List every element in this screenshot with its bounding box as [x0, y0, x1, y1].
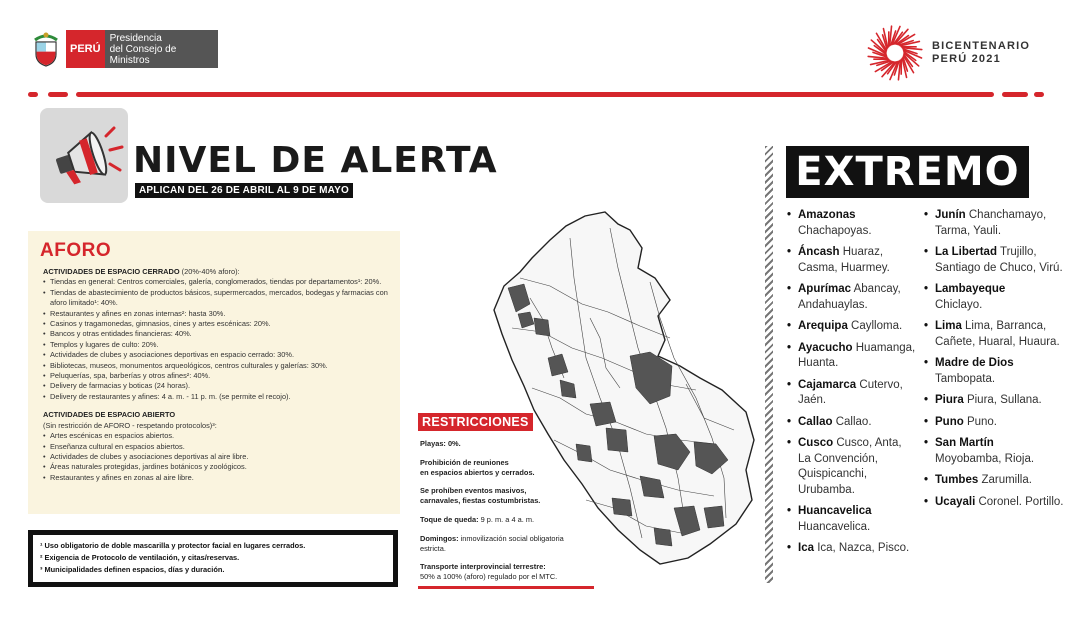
province-list: Zarumilla. [978, 474, 1032, 486]
footnote: ³ Municipalidades definen espacios, días y duración. [40, 565, 225, 574]
open-list [43, 431, 393, 483]
department-name: Madre de Dios [935, 357, 1014, 369]
department-name: Ayacucho [798, 341, 853, 354]
department-name: Lambayeque [935, 283, 1006, 295]
province-list: Trujillo, Santiago de Chuco, Virú. [935, 246, 1063, 274]
closed-range: (20%-40% aforo): [179, 267, 240, 276]
bicentenario-icon [866, 24, 924, 82]
list-item: • Restaurantes y afines en zonas internas²: hasta 30%. [43, 309, 393, 319]
list-item [787, 341, 917, 372]
bicentenario-text [932, 40, 1030, 66]
header-divider-dash [1002, 92, 1028, 97]
list-item [924, 473, 1064, 489]
extremo-region [606, 428, 628, 452]
list-item [787, 282, 917, 313]
list-item: • Artes escénicas en espacios abiertos. [43, 431, 393, 441]
department-name: Puno [935, 415, 964, 428]
list-item: • Actividades de clubes y asociaciones deportivas en espacio cerrado: 30%. [43, 350, 393, 360]
domingos-value: inmovilización social obligatoria estricta. [420, 533, 564, 553]
province-list: Huaraz, Casma, Huarmey. [798, 246, 890, 274]
list-item: • Delivery de restaurantes y afines: 4 a. m. - 11 p. m. (se permite el recojo). [43, 392, 393, 402]
list-item [924, 356, 1064, 387]
extremo-list-1 [787, 208, 917, 563]
department-name: Áncash [798, 246, 840, 258]
coat-of-arms-icon [30, 30, 62, 68]
header-divider-dash [48, 92, 68, 97]
province-list: Cusco, Anta, La Convención, Quispicanchi, Urubamba. [798, 437, 902, 496]
department-name: Piura [935, 394, 964, 406]
footnote: ² Exigencia de Protocolo de ventilación, y citas/reservas. [40, 553, 240, 562]
playas-label: Playas: 0%. [420, 439, 461, 448]
footnotes [40, 540, 305, 576]
province-list: Huamanga, Huanta. [798, 341, 916, 369]
reuniones-line-1: Prohibición de reuniones [420, 457, 509, 467]
list-item [924, 208, 1064, 239]
list-item: • Bibliotecas, museos, monumentos arqueológicos, centros culturales y galerías: 30%. [43, 361, 393, 371]
dashed-separator [765, 146, 773, 583]
pcm-line-2: del Consejo de Ministros [109, 43, 177, 66]
list-item: • Tiendas de abastecimiento de productos básicos, supermercados, mercados, bodegas y farmacias con aforo limitado¹: 40%. [43, 288, 393, 309]
department-name: San Martín [935, 437, 994, 449]
pcm-line-1: Presidencia [109, 32, 162, 44]
toque-value: 9 p. m. a 4 a. m. [478, 514, 535, 524]
province-list: Tambopata. [935, 372, 996, 385]
transporte-label: Transporte interprovincial terrestre: [420, 562, 546, 572]
closed-title: ACTIVIDADES DE ESPACIO CERRADO [43, 267, 180, 276]
list-item: • Templos y lugares de culto: 20%. [43, 340, 393, 350]
list-item [787, 245, 917, 276]
open-note: (Sin restricción de AFORO - respetando protocolos)³: [43, 420, 217, 430]
province-list: Cutervo, Jaén. [798, 378, 903, 406]
department-name: Callao [798, 415, 833, 428]
province-list: Piura, Sullana. [963, 394, 1042, 406]
list-item [924, 319, 1064, 350]
megaphone-icon [40, 108, 128, 203]
list-item [787, 319, 917, 335]
restricciones-underline [418, 586, 594, 589]
list-item: • Tiendas en general: Centros comerciales, galería, conglomerados, tiendas por departamentos¹: 20%. [43, 277, 393, 287]
department-name: Ica [798, 542, 814, 554]
list-item [924, 282, 1064, 313]
department-name: La Libertad [935, 246, 997, 258]
department-name: Ucayali [935, 495, 976, 508]
list-item [787, 436, 917, 498]
header-divider-dot [1034, 92, 1044, 97]
province-list: Lima, Barranca, Cañete, Huaral, Huaura. [935, 320, 1060, 348]
list-item [787, 378, 917, 409]
open-title: ACTIVIDADES DE ESPACIO ABIERTO [43, 410, 176, 420]
list-item: • Áreas naturales protegidas, jardines botánicos y zoológicos. [43, 462, 393, 472]
extremo-region [534, 318, 550, 336]
pcm-logo [30, 30, 218, 68]
province-list: Huancavelica. [798, 520, 871, 533]
list-item [787, 415, 917, 431]
list-item [924, 245, 1064, 276]
megaphone-box [40, 108, 128, 203]
list-item: • Delivery de farmacias y boticas (24 horas). [43, 381, 393, 391]
aforo-body [43, 267, 393, 483]
transporte-value: 50% a 100% (aforo) regulado por el MTC. [420, 572, 558, 582]
aforo-title: AFORO [40, 240, 112, 261]
toque-label: Toque de queda: [420, 514, 479, 524]
eventos-line-2: carnavales, fiestas costumbristas. [420, 496, 541, 506]
closed-list [43, 277, 393, 402]
header-divider-dot [28, 92, 38, 97]
extremo-region [576, 444, 592, 462]
province-list: Chiclayo. [935, 298, 983, 311]
pcm-name [105, 30, 218, 68]
extremo-list-2 [924, 208, 1064, 516]
list-item: • Enseñanza cultural en espacios abiertos. [43, 442, 393, 452]
list-item [924, 415, 1064, 431]
bicentenario-line-1: BICENTENARIO [932, 40, 1031, 52]
reuniones-line-2: en espacios abiertos y cerrados. [420, 467, 535, 477]
peru-tag: PERÚ [66, 30, 105, 68]
list-item [787, 208, 917, 239]
header-divider [76, 92, 994, 97]
province-list: Moyobamba, Rioja. [935, 452, 1035, 465]
department-name: Lima [935, 320, 962, 332]
department-name: Cajamarca [798, 378, 857, 391]
list-item: • Bancos y otras entidades financieras: 40%. [43, 329, 393, 339]
list-item: • Restaurantes y afines en zonas al aire libre. [43, 473, 393, 483]
extremo-region [654, 528, 672, 546]
province-list: Abancay, Andahuaylas. [798, 283, 901, 311]
page-subtitle: APLICAN DEL 26 DE ABRIL AL 9 DE MAYO [135, 183, 353, 198]
province-list: Caylloma. [847, 320, 903, 332]
list-item [924, 495, 1064, 511]
footnote: ¹ Uso obligatorio de doble mascarilla y protector facial en lugares cerrados. [40, 541, 306, 550]
bicentenario-line-2: PERÚ 2021 [932, 53, 1001, 65]
department-name: Junín [935, 209, 966, 221]
list-item [924, 436, 1064, 467]
eventos-line-1: Se prohíben eventos masivos, [420, 486, 527, 496]
list-item [787, 541, 917, 557]
department-name: Huancavelica [798, 505, 872, 517]
extremo-region [612, 498, 632, 516]
extremo-title: EXTREMO [786, 146, 1029, 198]
province-list: Chanchamayo, Tarma, Yauli. [935, 209, 1047, 237]
department-name: Arequipa [798, 320, 848, 332]
page-title: NIVEL DE ALERTA [133, 140, 498, 181]
list-item [787, 504, 917, 535]
department-name: Tumbes [935, 474, 979, 486]
list-item: • Casinos y tragamonedas, gimnasios, cines y artes escénicas: 20%. [43, 319, 393, 329]
peru-map [490, 208, 765, 573]
list-item [924, 393, 1064, 409]
province-list: Coronel. Portillo. [975, 495, 1064, 508]
province-list: Puno. [963, 415, 997, 428]
province-list: Callao. [832, 415, 872, 428]
list-item: • Actividades de clubes y asociaciones deportivas al aire libre. [43, 452, 393, 462]
restricciones-title: RESTRICCIONES [418, 413, 533, 431]
department-name: Apurímac [798, 283, 852, 295]
department-name: Cusco [798, 437, 834, 449]
department-name: Amazonas [798, 209, 856, 221]
domingos-label: Domingos: [420, 533, 459, 543]
bicentenario-logo [866, 24, 1030, 82]
province-list: Ica, Nazca, Pisco. [814, 542, 910, 554]
list-item: • Peluquerías, spa, barberías y otros afines²: 40%. [43, 371, 393, 381]
province-list: Chachapoyas. [798, 224, 872, 237]
